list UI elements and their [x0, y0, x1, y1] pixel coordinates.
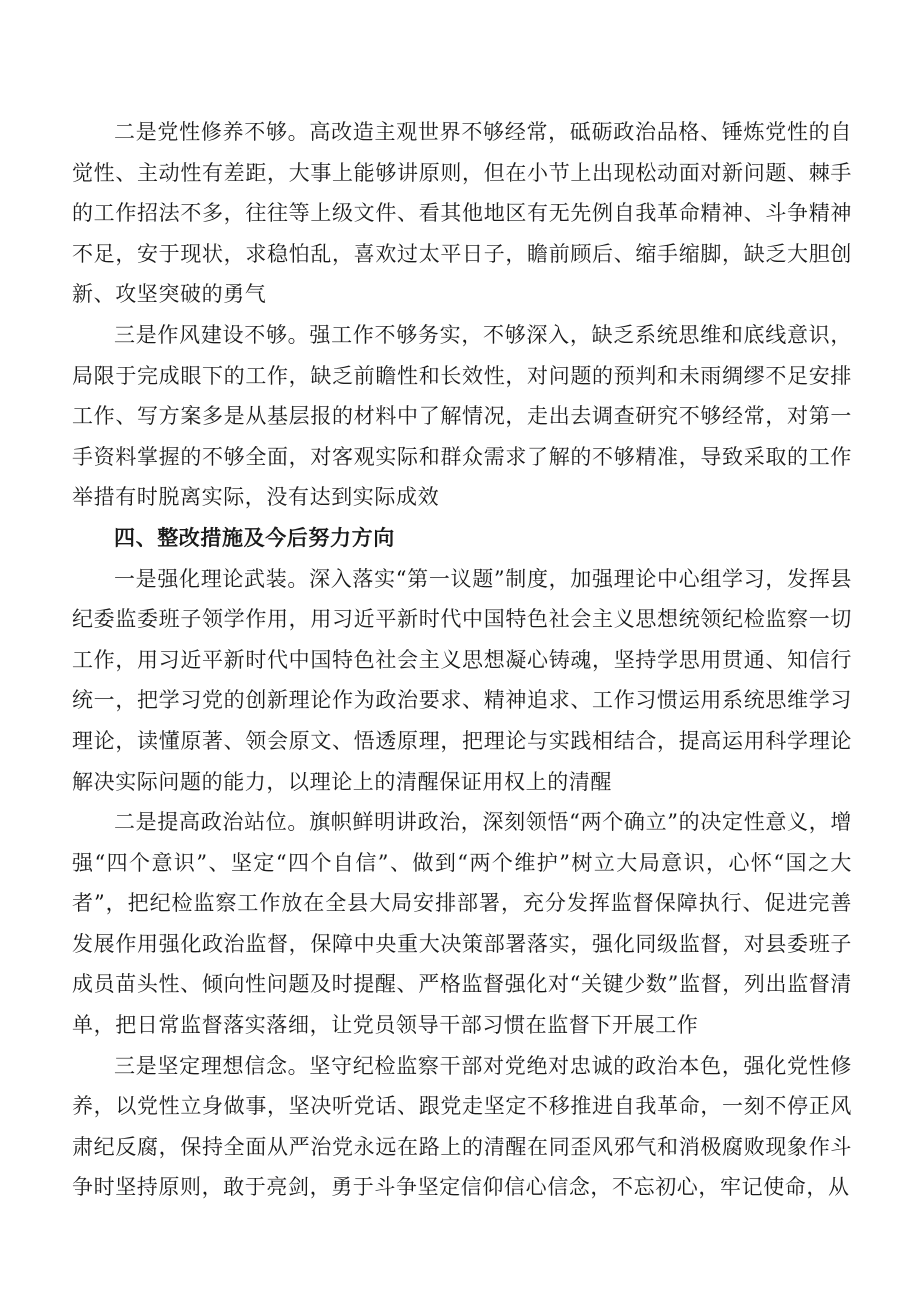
paragraph-ideals-beliefs: 三是坚定理想信念。坚守纪检监察干部对党绝对忠诚的政治本色，强化党性修养，以党性立身做事，坚决听党话、跟党走坚定不移推进自我革命，一刻不停正风肃纪反腐，保持全面从严治党永远在路上的清醒在同歪风邪气和消极腐败现象作斗争时坚持原则，敢于亮剑，勇于斗争坚定信仰信心信念，不忘初心，牢记使命，从 — [72, 1053, 852, 1200]
paragraph-theory-study: 一是强化理论武装。深入落实“第一议题”制度，加强理论中心组学习，发挥县纪委监委班子领学作用，用习近平新时代中国特色社会主义思想统领纪检监察一切工作，用习近平新时代中国特色社会主义思想凝心铸魂，坚持学思用贯通、知信行统一，把学习党的创新理论作为政治要求、精神追求、工作习惯运用系统思维学习理论，读懂原著、领会原文、悟透原理，把理论与实践相结合，提高运用科学理论解决实际问题的能力，以理论上的清醒保证用权上的清醒 — [72, 566, 852, 794]
paragraph-work-style: 三是作风建设不够。强工作不够务实，不够深入，缺乏系统思维和底线意识，局限于完成眼下的工作，缺乏前瞻性和长效性，对问题的预判和未雨绸缪不足安排工作、写方案多是从基层报的材料中了解情况，走出去调查研究不够经常，对第一手资料掌握的不够全面，对客观实际和群众需求了解的不够精准，导致采取的工作举措有时脱离实际，没有达到实际成效 — [72, 322, 852, 510]
section-heading: 四、整改措施及今后努力方向 — [114, 525, 395, 550]
paragraph-political-stance: 二是提高政治站位。旗帜鲜明讲政治，深刻领悟“两个确立”的决定性意义，增强“四个意识”、坚定“四个自信”、做到“两个维护”树立大局意识，心怀“国之大者”，把纪检监察工作放在全县大局安排部署，充分发挥监督保障执行、促进完善发展作用强化政治监督，保障中央重大决策部署落实，强化同级监督，对县委班子成员苗头性、倾向性问题及时提醒、严格监督强化对“关键少数”监督，列出监督清单，把日常监督落实落细，让党员领导干部习惯在监督下开展工作 — [72, 810, 852, 1038]
paragraph-party-cultivation: 二是党性修养不够。高改造主观世界不够经常，砥砺政治品格、锤炼党性的自觉性、主动性有差距，大事上能够讲原则，但在小节上出现松动面对新问题、棘手的工作招法不多，往往等上级文件、看其他地区有无先例自我革命精神、斗争精神不足，安于现状，求稳怕乱，喜欢过太平日子，瞻前顾后、缩手缩脚，缺乏大胆创新、攻坚突破的勇气 — [72, 120, 852, 307]
